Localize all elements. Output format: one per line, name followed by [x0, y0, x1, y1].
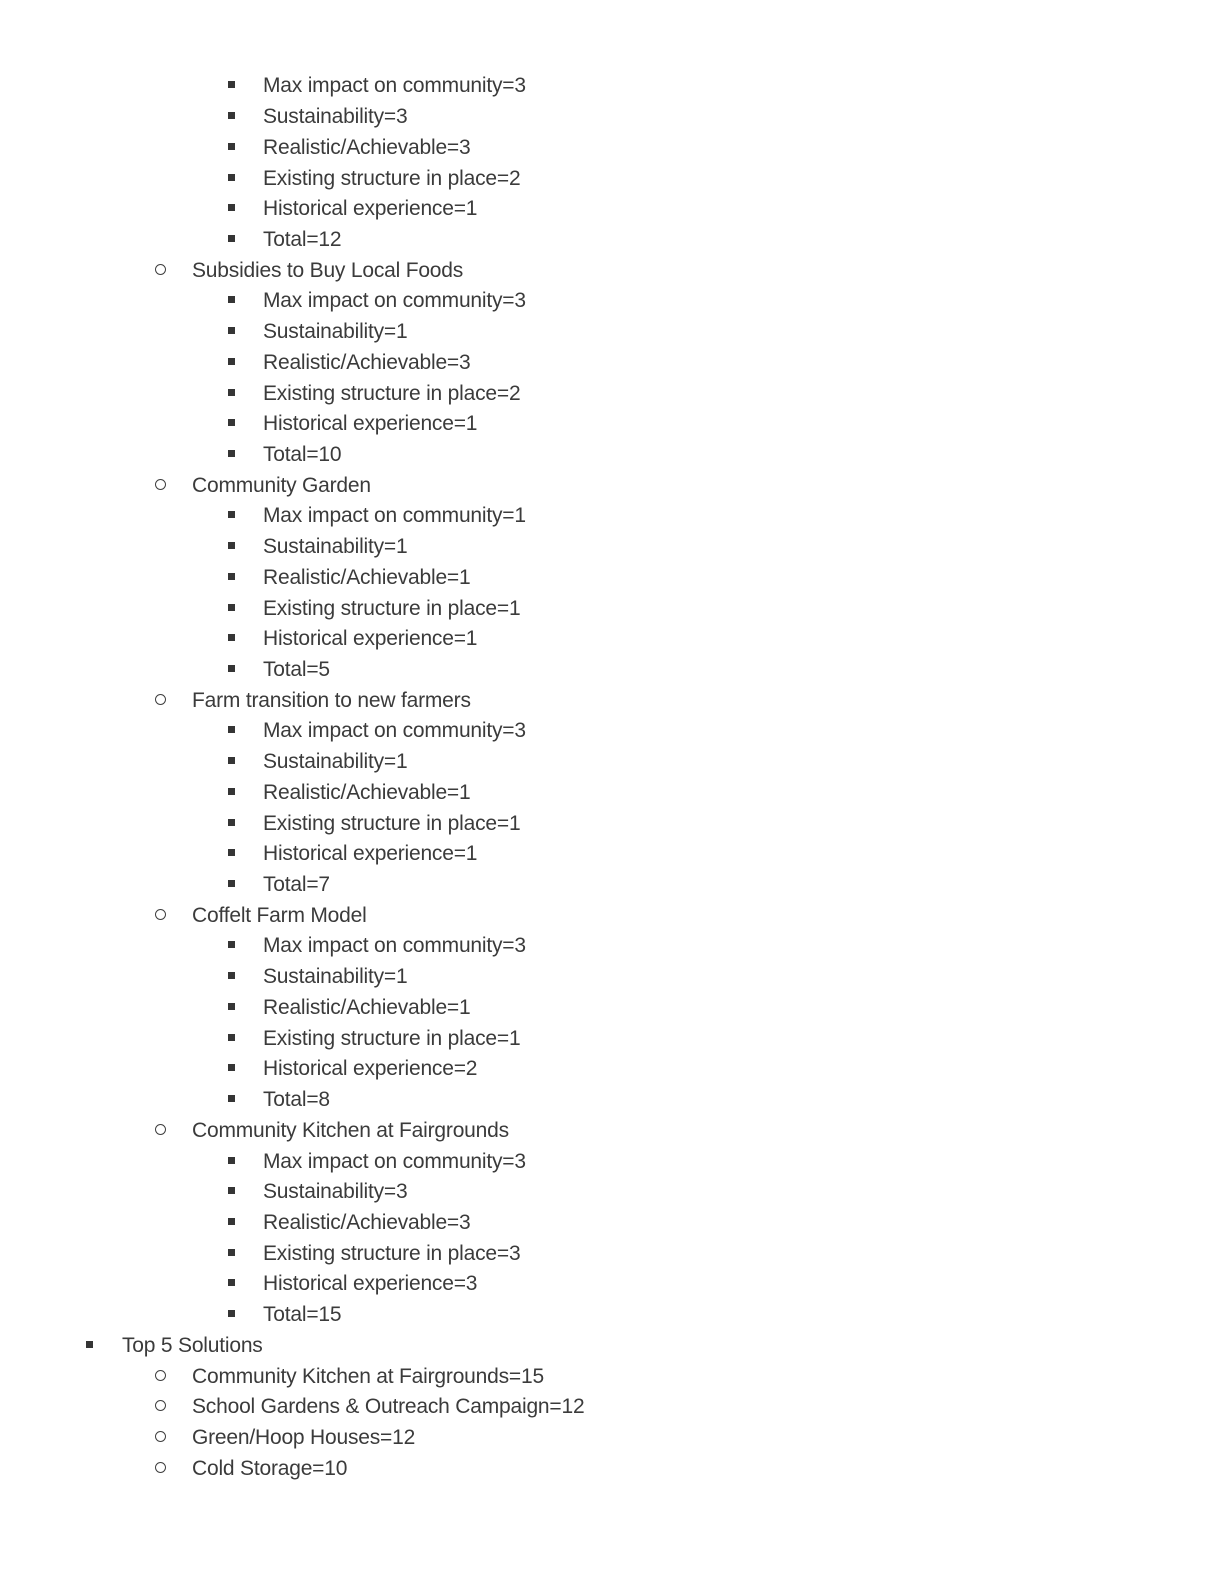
list-item-text: Existing structure in place=2 [263, 166, 521, 190]
square-bullet-icon [228, 819, 235, 826]
circle-bullet-icon [155, 1124, 166, 1135]
list-item [0, 347, 1224, 378]
list-item [0, 255, 1224, 286]
list-item [0, 1453, 1224, 1484]
square-bullet-icon [228, 511, 235, 518]
square-bullet-icon [228, 1003, 235, 1010]
list-item [0, 839, 1224, 870]
list-item [0, 225, 1224, 256]
list-item-text: Total=5 [263, 658, 330, 682]
list-item-text: Existing structure in place=1 [263, 811, 521, 835]
list-item-text: Total=15 [263, 1303, 342, 1327]
square-bullet-icon [228, 665, 235, 672]
list-item-text: Total=10 [263, 442, 342, 466]
list-item-text: Realistic/Achievable=3 [263, 135, 471, 159]
list-item-text: Community Kitchen at Fairgrounds=15 [192, 1364, 544, 1388]
list-item [0, 808, 1224, 839]
square-bullet-icon [228, 358, 235, 365]
list-item-text: Max impact on community=3 [263, 719, 526, 743]
list-item-text: Sustainability=1 [263, 965, 408, 989]
list-item-text: Existing structure in place=1 [263, 596, 521, 620]
square-bullet-icon [228, 389, 235, 396]
circle-bullet-icon [155, 694, 166, 705]
square-bullet-icon [228, 112, 235, 119]
list-item-text: Sustainability=3 [263, 105, 408, 129]
list-item [0, 778, 1224, 809]
list-item-text: Existing structure in place=3 [263, 1241, 521, 1265]
list-item-text: School Gardens & Outreach Campaign=12 [192, 1395, 585, 1419]
list-item-text: Sustainability=1 [263, 750, 408, 774]
list-item [0, 1269, 1224, 1300]
square-bullet-icon [228, 327, 235, 334]
outline-list [0, 71, 1224, 1484]
list-item [0, 378, 1224, 409]
list-item [0, 102, 1224, 133]
square-bullet-icon [228, 849, 235, 856]
list-item-text: Max impact on community=3 [263, 74, 526, 98]
list-item-text: Total=8 [263, 1088, 330, 1112]
list-item-text: Max impact on community=3 [263, 289, 526, 313]
square-bullet-icon [228, 235, 235, 242]
square-bullet-icon [228, 542, 235, 549]
list-item [0, 563, 1224, 594]
circle-bullet-icon [155, 1431, 166, 1442]
list-item-text: Max impact on community=3 [263, 934, 526, 958]
list-item [0, 962, 1224, 993]
list-item-text: Realistic/Achievable=3 [263, 350, 471, 374]
list-item [0, 1361, 1224, 1392]
list-item [0, 1238, 1224, 1269]
square-bullet-icon [228, 941, 235, 948]
list-item-text: Top 5 Solutions [122, 1333, 263, 1357]
list-item [0, 1023, 1224, 1054]
list-item-text: Historical experience=1 [263, 412, 478, 436]
square-bullet-icon [228, 757, 235, 764]
square-bullet-icon [228, 1095, 235, 1102]
square-bullet-icon [228, 634, 235, 641]
list-item [0, 716, 1224, 747]
list-item-text: Cold Storage=10 [192, 1456, 348, 1480]
list-item [0, 163, 1224, 194]
circle-bullet-icon [155, 1462, 166, 1473]
square-bullet-icon [86, 1341, 93, 1348]
list-item [0, 931, 1224, 962]
list-item [0, 1300, 1224, 1331]
list-item-text: Max impact on community=3 [263, 1149, 526, 1173]
list-item-text: Total=7 [263, 873, 330, 897]
square-bullet-icon [228, 1034, 235, 1041]
list-item [0, 1115, 1224, 1146]
list-item-text: Farm transition to new farmers [192, 688, 471, 712]
square-bullet-icon [228, 450, 235, 457]
list-item [0, 71, 1224, 102]
square-bullet-icon [228, 788, 235, 795]
square-bullet-icon [228, 573, 235, 580]
list-item [0, 1330, 1224, 1361]
circle-bullet-icon [155, 264, 166, 275]
list-item [0, 470, 1224, 501]
list-item-text: Realistic/Achievable=3 [263, 1210, 471, 1234]
list-item-text: Green/Hoop Houses=12 [192, 1425, 416, 1449]
list-item-text: Sustainability=3 [263, 1180, 408, 1204]
circle-bullet-icon [155, 1400, 166, 1411]
list-item-text: Realistic/Achievable=1 [263, 780, 471, 804]
list-item-text: Max impact on community=1 [263, 504, 526, 528]
list-item [0, 1146, 1224, 1177]
list-item-text: Subsidies to Buy Local Foods [192, 258, 464, 282]
list-item [0, 993, 1224, 1024]
list-item [0, 1423, 1224, 1454]
square-bullet-icon [228, 1157, 235, 1164]
list-item [0, 747, 1224, 778]
square-bullet-icon [228, 1218, 235, 1225]
square-bullet-icon [228, 296, 235, 303]
square-bullet-icon [228, 1279, 235, 1286]
list-item [0, 132, 1224, 163]
list-item-text: Realistic/Achievable=1 [263, 995, 471, 1019]
square-bullet-icon [228, 1187, 235, 1194]
list-item-text: Total=12 [263, 227, 342, 251]
square-bullet-icon [228, 419, 235, 426]
list-item [0, 194, 1224, 225]
square-bullet-icon [228, 1310, 235, 1317]
list-item [0, 501, 1224, 532]
square-bullet-icon [228, 726, 235, 733]
list-item [0, 593, 1224, 624]
square-bullet-icon [228, 1064, 235, 1071]
list-item-text: Historical experience=2 [263, 1057, 478, 1081]
list-item [0, 440, 1224, 471]
square-bullet-icon [228, 880, 235, 887]
list-item-text: Community Kitchen at Fairgrounds [192, 1118, 509, 1142]
circle-bullet-icon [155, 909, 166, 920]
list-item [0, 655, 1224, 686]
list-item-text: Coffelt Farm Model [192, 903, 367, 927]
list-item [0, 685, 1224, 716]
square-bullet-icon [228, 174, 235, 181]
list-item-text: Community Garden [192, 473, 371, 497]
list-item-text: Historical experience=1 [263, 197, 478, 221]
circle-bullet-icon [155, 1370, 166, 1381]
square-bullet-icon [228, 1249, 235, 1256]
list-item-text: Sustainability=1 [263, 320, 408, 344]
square-bullet-icon [228, 81, 235, 88]
square-bullet-icon [228, 604, 235, 611]
list-item [0, 286, 1224, 317]
list-item [0, 900, 1224, 931]
list-item-text: Realistic/Achievable=1 [263, 565, 471, 589]
list-item [0, 870, 1224, 901]
list-item-text: Historical experience=1 [263, 842, 478, 866]
square-bullet-icon [228, 143, 235, 150]
list-item-text: Existing structure in place=1 [263, 1026, 521, 1050]
square-bullet-icon [228, 204, 235, 211]
list-item [0, 532, 1224, 563]
list-item [0, 409, 1224, 440]
list-item-text: Historical experience=1 [263, 627, 478, 651]
list-item-text: Historical experience=3 [263, 1272, 478, 1296]
list-item [0, 317, 1224, 348]
list-item [0, 1054, 1224, 1085]
list-item [0, 1177, 1224, 1208]
list-item-text: Sustainability=1 [263, 535, 408, 559]
square-bullet-icon [228, 972, 235, 979]
circle-bullet-icon [155, 479, 166, 490]
list-item [0, 624, 1224, 655]
list-item [0, 1392, 1224, 1423]
list-item [0, 1208, 1224, 1239]
list-item [0, 1085, 1224, 1116]
list-item-text: Existing structure in place=2 [263, 381, 521, 405]
